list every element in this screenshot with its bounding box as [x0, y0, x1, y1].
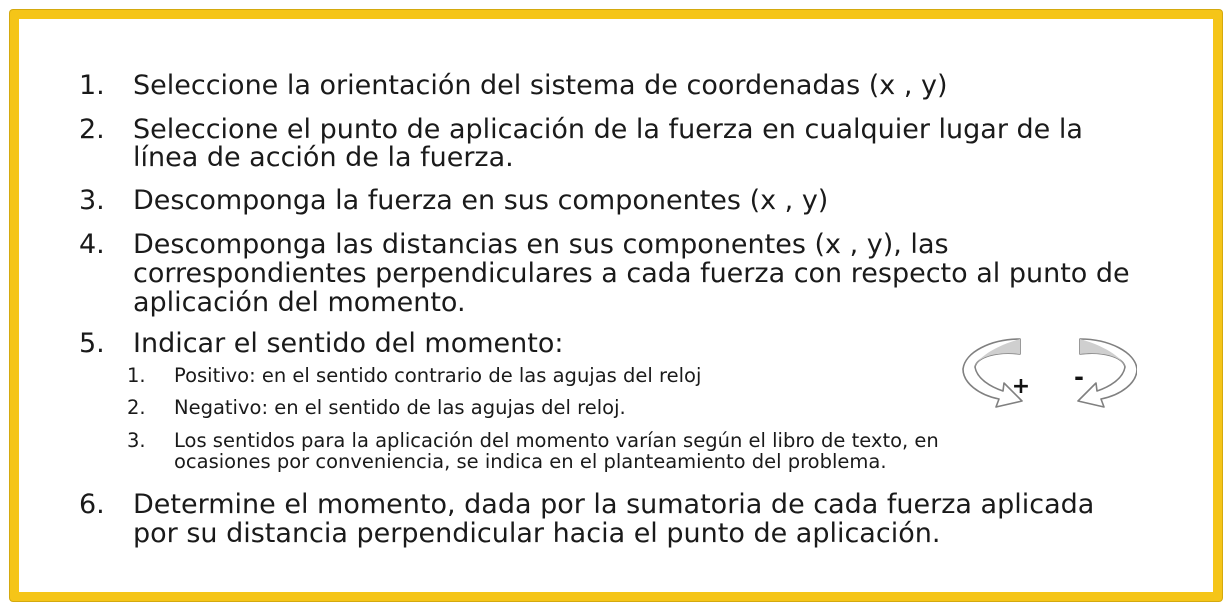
substep-text: Positivo: en el sentido contrario de las agujas del reloj	[174, 364, 702, 387]
step-text-line-2: correspondientes perpendiculares a cada fuerza con respecto al punto de	[133, 258, 1130, 289]
negative-sign: -	[1074, 363, 1084, 391]
step-text: Seleccione la orientación del sistema de coordenadas (x , y)	[133, 70, 948, 101]
clockwise-arrow-icon	[1078, 339, 1137, 407]
step-text-line-2: por su distancia perpendicular hacia el punto de aplicación.	[133, 518, 941, 549]
substep-number: 3.	[127, 429, 146, 452]
step-number: 2.	[79, 114, 105, 145]
positive-sign: +	[1011, 374, 1031, 399]
step-number: 3.	[79, 185, 105, 216]
slide-content	[19, 19, 1213, 592]
moment-direction-diagram	[947, 327, 1137, 417]
substep-text-line-1: Los sentidos para la aplicación del momento varían según el libro de texto, en	[174, 429, 939, 452]
slide-frame	[10, 10, 1222, 601]
substep-text: Negativo: en el sentido de las agujas del reloj.	[174, 396, 626, 419]
step-text-line-3: aplicación del momento.	[133, 287, 466, 318]
substep-number: 2.	[127, 396, 146, 419]
step-text-line-1: Seleccione el punto de aplicación de la fuerza en cualquier lugar de la	[133, 114, 1083, 145]
step-text-line-1: Determine el momento, dada por la sumatoria de cada fuerza aplicada	[133, 489, 1095, 520]
step-number: 4.	[79, 229, 105, 260]
substep-text-line-2: ocasiones por conveniencia, se indica en el planteamiento del problema.	[174, 450, 887, 473]
step-text-line-2: línea de acción de la fuerza.	[133, 142, 514, 173]
step-text: Descomponga la fuerza en sus componentes (x , y)	[133, 185, 829, 216]
step-number: 5.	[79, 328, 105, 359]
step-text-line-1: Descomponga las distancias en sus componentes (x , y), las	[133, 229, 949, 260]
step-number: 1.	[79, 70, 105, 101]
substep-number: 1.	[127, 364, 146, 387]
step-number: 6.	[79, 489, 105, 520]
step-text: Indicar el sentido del momento:	[133, 328, 564, 359]
